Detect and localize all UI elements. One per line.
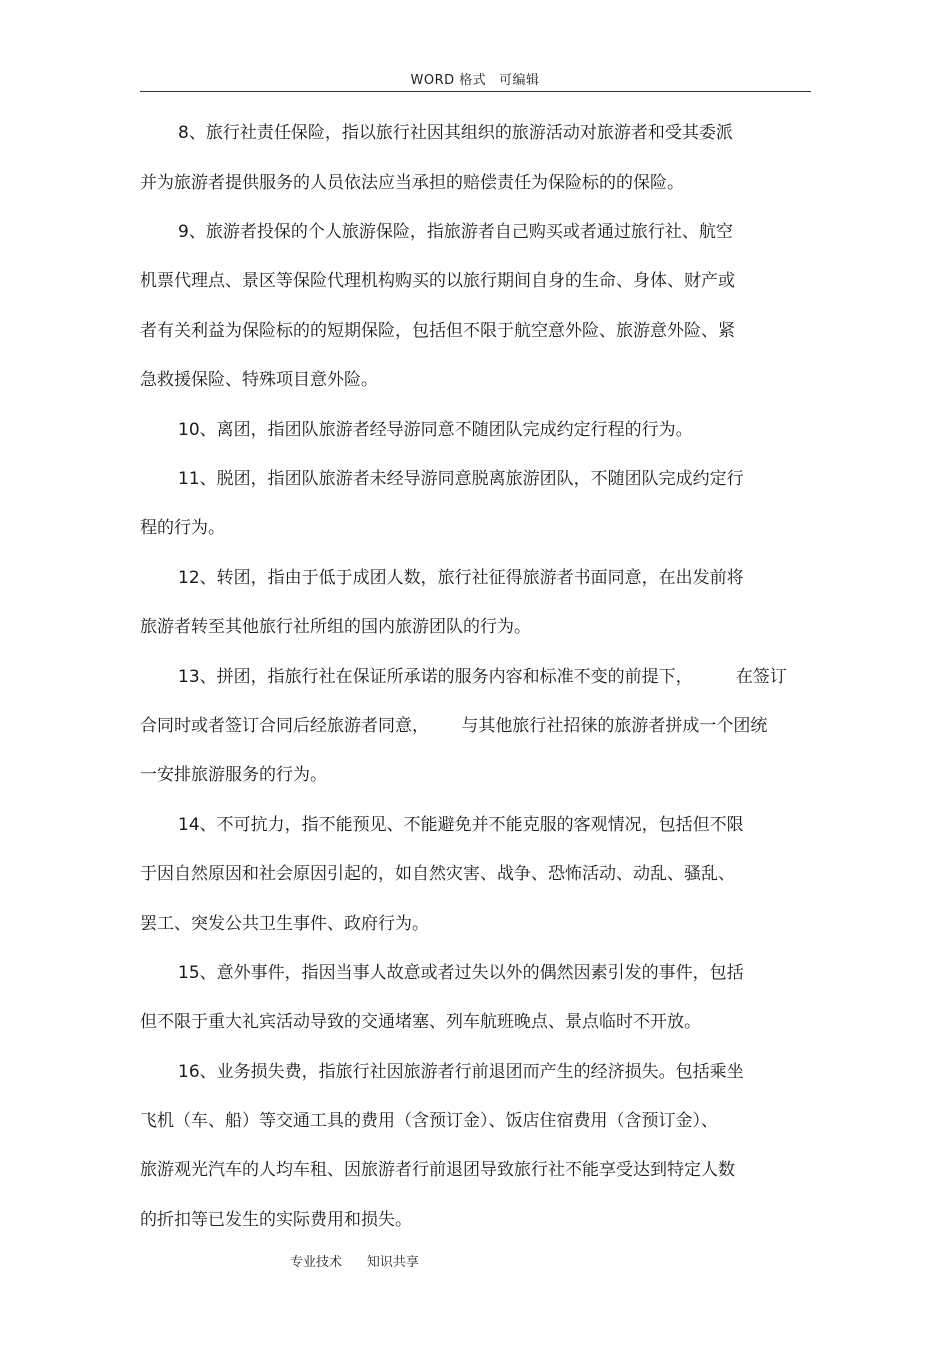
text-line: 14、不可抗力，指不能预见、不能避免并不能克服的客观情况，包括但不限 bbox=[178, 815, 744, 835]
text-line: 旅游观光汽车的人均车租、因旅游者行前退团导致旅行社不能享受达到特定人数 bbox=[140, 1160, 735, 1180]
text-line: 飞机（车、船）等交通工具的费用（含预订金）、饭店住宿费用（含预订金）、 bbox=[140, 1111, 718, 1131]
text-line: 13、拼团，指旅行社在保证所承诺的服务内容和标准不变的前提下， 在签订 bbox=[178, 667, 787, 687]
header-divider bbox=[140, 91, 811, 92]
text-line: 者有关利益为保险标的的短期保险，包括但不限于航空意外险、旅游意外险、紧 bbox=[140, 321, 735, 341]
text-line: 但不限于重大礼宾活动导致的交通堵塞、列车航班晚点、景点临时不开放。 bbox=[140, 1012, 701, 1032]
text-line: 12、转团，指由于低于成团人数，旅行社征得旅游者书面同意，在出发前将 bbox=[178, 568, 744, 588]
text-line: 的折扣等已发生的实际费用和损失。 bbox=[140, 1210, 412, 1230]
header-format-label: WORD 格式 bbox=[410, 73, 487, 88]
text-line: 并为旅游者提供服务的人员依法应当承担的赔偿责任为保险标的的保险。 bbox=[140, 173, 684, 193]
text-line: 16、业务损失费，指旅行社因旅游者行前退团而产生的经济损失。包括乘坐 bbox=[178, 1062, 744, 1082]
text-line: 15、意外事件，指因当事人故意或者过失以外的偶然因素引发的事件，包括 bbox=[178, 963, 744, 983]
text-line: 罢工、突发公共卫生事件、政府行为。 bbox=[140, 914, 429, 934]
text-line: 旅游者转至其他旅行社所组的国内旅游团队的行为。 bbox=[140, 617, 531, 637]
text-line: 10、离团，指团队旅游者经导游同意不随团队完成约定行程的行为。 bbox=[178, 420, 693, 440]
text-line: 于因自然原因和社会原因引起的，如自然灾害、战争、恐怖活动、动乱、骚乱、 bbox=[140, 864, 735, 884]
header-editable-label: 可编辑 bbox=[498, 73, 540, 88]
text-line: 合同时或者签订合同后经旅游者同意， 与其他旅行社招徕的旅游者拼成一个团统 bbox=[140, 716, 768, 736]
text-line: 8、旅行社责任保险，指以旅行社因其组织的旅游活动对旅游者和受其委派 bbox=[178, 123, 733, 143]
text-line: 一安排旅游服务的行为。 bbox=[140, 765, 327, 785]
text-line: 程的行为。 bbox=[140, 518, 225, 538]
text-line: 急救援保险、特殊项目意外险。 bbox=[140, 370, 378, 390]
page-header bbox=[0, 69, 950, 88]
text-line: 机票代理点、景区等保险代理机构购买的以旅行期间自身的生命、身体、财产或 bbox=[140, 271, 735, 291]
text-line: 11、脱团，指团队旅游者未经导游同意脱离旅游团队，不随团队完成约定行 bbox=[178, 469, 744, 489]
footer-share-label: 知识共享 bbox=[366, 1255, 419, 1270]
text-line: 9、旅游者投保的个人旅游保险，指旅游者自己购买或者通过旅行社、航空 bbox=[178, 222, 733, 242]
footer-tech-label: 专业技术 bbox=[290, 1255, 343, 1270]
page-footer bbox=[290, 1251, 419, 1270]
